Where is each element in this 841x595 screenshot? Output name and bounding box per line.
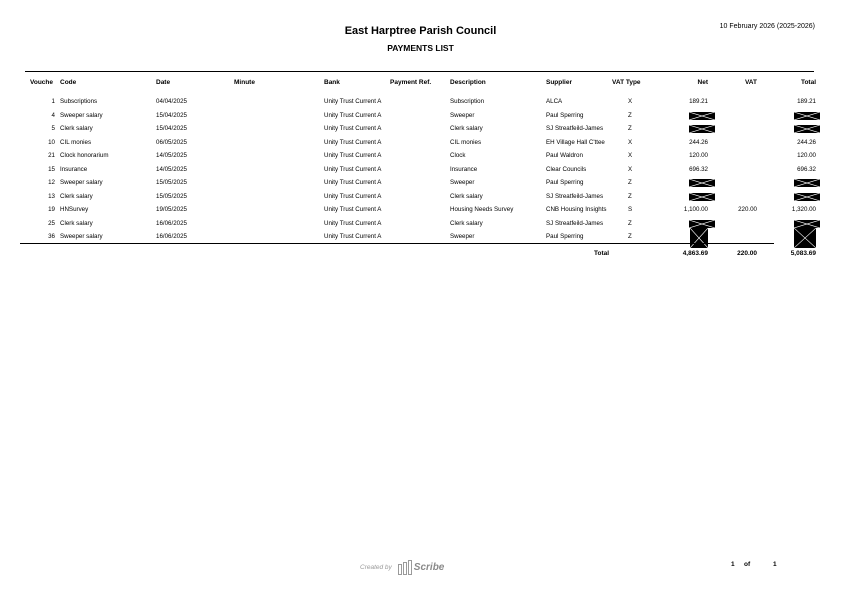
- redaction-mark: [794, 228, 816, 248]
- cell-date: 16/06/2025: [156, 233, 187, 240]
- redaction-mark: [690, 228, 708, 248]
- cell-net: 696.32: [689, 165, 708, 173]
- cell-vat-type: X: [628, 152, 633, 159]
- cell-code: HNSurvey: [60, 206, 89, 213]
- cell-bank: Unity Trust Current A: [324, 138, 382, 146]
- cell-description: Sweeper: [450, 233, 475, 240]
- cell-vat-type: X: [628, 98, 633, 105]
- cell-description: Insurance: [450, 165, 478, 173]
- totals-label: Total: [594, 250, 610, 257]
- header-rule: [25, 71, 814, 72]
- page-of-label: of: [744, 561, 751, 568]
- cell-bank: Unity Trust Current A: [324, 165, 382, 173]
- cell-total: 696.32: [797, 165, 816, 173]
- redaction-mark: [689, 193, 715, 201]
- cell-net: 244.26: [689, 138, 708, 146]
- cell-bank: Unity Trust Current A: [324, 233, 382, 240]
- col-vat-header: VAT: [744, 79, 757, 86]
- cell-date: 15/04/2025: [156, 111, 187, 119]
- col-total-header: Total: [800, 79, 816, 86]
- cell-net: 189.21: [689, 98, 708, 105]
- created-by-label: Created by: [360, 564, 392, 571]
- table-row: [0, 219, 841, 229]
- cell-voucher: 5: [51, 125, 55, 132]
- totals-total: 5,083.69: [790, 250, 816, 257]
- cell-description: Clerk salary: [450, 219, 483, 227]
- cell-voucher: 25: [48, 219, 55, 227]
- cell-date: 16/06/2025: [156, 219, 187, 227]
- cell-supplier: CNB Housing Insights: [546, 206, 607, 213]
- cell-bank: Unity Trust Current A: [324, 192, 382, 200]
- cell-voucher: 36: [48, 233, 55, 240]
- table-row: [0, 151, 841, 161]
- cell-voucher: 19: [48, 206, 55, 213]
- table-row: [0, 138, 841, 148]
- cell-vat-type: X: [628, 138, 633, 146]
- cell-voucher: 21: [48, 152, 55, 159]
- cell-date: 15/04/2025: [156, 125, 187, 132]
- col-net-header: Net: [697, 79, 708, 86]
- cell-bank: Unity Trust Current A: [324, 125, 382, 132]
- cell-code: Sweeper salary: [60, 233, 103, 240]
- page-current: 1: [731, 561, 735, 568]
- cell-code: Clerk salary: [60, 125, 93, 132]
- cell-voucher: 4: [51, 111, 55, 119]
- table-row: [0, 97, 841, 107]
- totals-row: [0, 249, 841, 259]
- table-row: [0, 192, 841, 202]
- col-vat-type-header: VAT Type: [612, 79, 641, 86]
- cell-supplier: Paul Sperring: [546, 179, 584, 186]
- cell-description: Clerk salary: [450, 192, 483, 200]
- cell-code: Subscriptions: [60, 98, 98, 105]
- cell-supplier: Clear Councils: [546, 165, 587, 173]
- cell-total: 1,320.00: [791, 206, 816, 213]
- table-row: [0, 111, 841, 121]
- cell-code: Clerk salary: [60, 192, 93, 200]
- redaction-mark: [794, 220, 820, 228]
- redaction-mark: [794, 179, 820, 187]
- cell-supplier: Paul Sperring: [546, 111, 584, 119]
- cell-date: 15/05/2025: [156, 192, 187, 200]
- cell-bank: Unity Trust Current A: [324, 219, 382, 227]
- col-payment-ref-header: Payment Ref.: [390, 79, 432, 86]
- scribe-logo-icon: [398, 560, 412, 575]
- col-minute-header: Minute: [234, 79, 255, 86]
- col-voucher-header: Vouche: [30, 79, 53, 86]
- totals-rule: [20, 243, 774, 244]
- cell-voucher: 13: [48, 192, 55, 200]
- redaction-mark: [689, 220, 715, 228]
- cell-vat-type: X: [628, 165, 633, 173]
- cell-vat-type: S: [628, 206, 633, 213]
- cell-vat-type: Z: [628, 111, 632, 119]
- cell-code: Clock honorarium: [60, 152, 109, 159]
- cell-net: 1,100.00: [683, 206, 708, 213]
- cell-code: Sweeper salary: [60, 111, 103, 119]
- table-row: [0, 205, 841, 215]
- cell-bank: Unity Trust Current A: [324, 152, 382, 159]
- cell-bank: Unity Trust Current A: [324, 98, 382, 105]
- table-row: [0, 124, 841, 134]
- cell-date: 14/05/2025: [156, 165, 187, 173]
- cell-voucher: 10: [48, 138, 55, 146]
- totals-net: 4,863.69: [682, 250, 708, 257]
- report-date: 10 February 2026 (2025-2026): [719, 23, 815, 30]
- cell-date: 15/05/2025: [156, 179, 187, 186]
- cell-supplier: Paul Waldron: [546, 152, 583, 159]
- redaction-mark: [794, 112, 820, 120]
- totals-vat: 220.00: [737, 250, 757, 257]
- cell-code: Sweeper salary: [60, 179, 103, 186]
- report-subtitle: PAYMENTS LIST: [387, 43, 454, 53]
- cell-code: Insurance: [60, 165, 88, 173]
- table-row: [0, 232, 841, 242]
- cell-description: Subscription: [450, 98, 485, 105]
- table-row: [0, 178, 841, 188]
- cell-code: Clerk salary: [60, 219, 93, 227]
- cell-code: CIL monies: [60, 138, 92, 146]
- cell-vat-type: Z: [628, 179, 632, 186]
- cell-description: Sweeper: [450, 111, 475, 119]
- cell-supplier: SJ Streatfeild-James: [546, 125, 604, 132]
- cell-voucher: 1: [51, 98, 55, 105]
- cell-date: 19/05/2025: [156, 206, 187, 213]
- cell-vat-type: Z: [628, 219, 632, 227]
- redaction-mark: [689, 112, 715, 120]
- col-supplier-header: Supplier: [546, 79, 573, 86]
- cell-total: 189.21: [797, 98, 816, 105]
- cell-voucher: 15: [48, 165, 55, 173]
- cell-voucher: 12: [48, 179, 55, 186]
- cell-total: 244.26: [797, 138, 816, 146]
- redaction-mark: [794, 125, 820, 133]
- cell-date: 14/05/2025: [156, 152, 187, 159]
- col-code-header: Code: [60, 79, 77, 86]
- cell-description: Sweeper: [450, 179, 475, 186]
- cell-net: 120.00: [689, 152, 708, 159]
- cell-date: 06/05/2025: [156, 138, 187, 146]
- cell-supplier: EH Village Hall C'ttee: [546, 138, 605, 146]
- cell-vat-type: Z: [628, 192, 632, 200]
- col-bank-header: Bank: [324, 79, 340, 86]
- page-total: 1: [773, 561, 777, 568]
- cell-date: 04/04/2025: [156, 98, 187, 105]
- cell-description: Housing Needs Survey: [450, 206, 514, 213]
- brand-name: Scribe: [413, 562, 445, 573]
- cell-supplier: SJ Streatfeild-James: [546, 219, 604, 227]
- cell-description: CIL monies: [450, 138, 482, 146]
- cell-vat: 220.00: [738, 206, 757, 213]
- col-date-header: Date: [156, 79, 171, 86]
- cell-vat-type: Z: [628, 125, 632, 132]
- redaction-mark: [794, 193, 820, 201]
- cell-vat-type: Z: [628, 233, 632, 240]
- cell-description: Clock: [450, 152, 466, 159]
- cell-supplier: ALCA: [546, 98, 563, 105]
- cell-bank: Unity Trust Current A: [324, 179, 382, 186]
- cell-supplier: Paul Sperring: [546, 233, 584, 240]
- cell-total: 120.00: [797, 152, 816, 159]
- cell-bank: Unity Trust Current A: [324, 111, 382, 119]
- table-row: [0, 165, 841, 175]
- report-title: East Harptree Parish Council: [344, 25, 497, 37]
- redaction-mark: [689, 125, 715, 133]
- footer-logo: [360, 560, 444, 575]
- cell-bank: Unity Trust Current A: [324, 206, 382, 213]
- cell-supplier: SJ Streatfeild-James: [546, 192, 604, 200]
- table-header-row: [0, 78, 841, 88]
- cell-description: Clerk salary: [450, 125, 483, 132]
- redaction-mark: [689, 179, 715, 187]
- col-description-header: Description: [450, 79, 486, 86]
